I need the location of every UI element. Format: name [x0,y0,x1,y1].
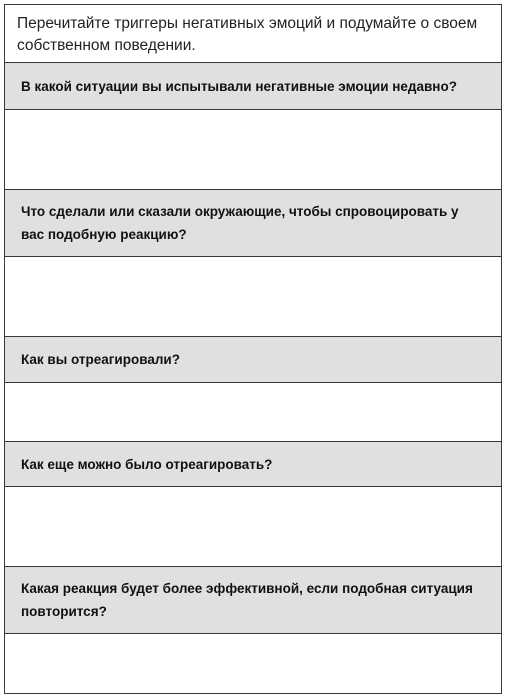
answer-field-3[interactable] [5,383,501,442]
question-2: Что сделали или сказали окружающие, чтобы спровоцировать у вас подобную реакцию? [5,190,501,257]
answer-field-2[interactable] [5,257,501,337]
question-4: Как еще можно было отреагировать? [5,442,501,487]
question-3: Как вы отреагировали? [5,337,501,383]
worksheet-table [4,4,502,694]
question-5: Какая реакция будет более эффективной, если подобная ситуация повторится? [5,567,501,634]
answer-field-1[interactable] [5,110,501,190]
intro-text: Перечитайте триггеры негативных эмоций и подумайте о своем собственном поведении. [5,5,501,63]
question-1: В какой ситуации вы испытывали негативные эмоции недавно? [5,63,501,110]
answer-field-5[interactable] [5,634,501,693]
answer-field-4[interactable] [5,487,501,567]
